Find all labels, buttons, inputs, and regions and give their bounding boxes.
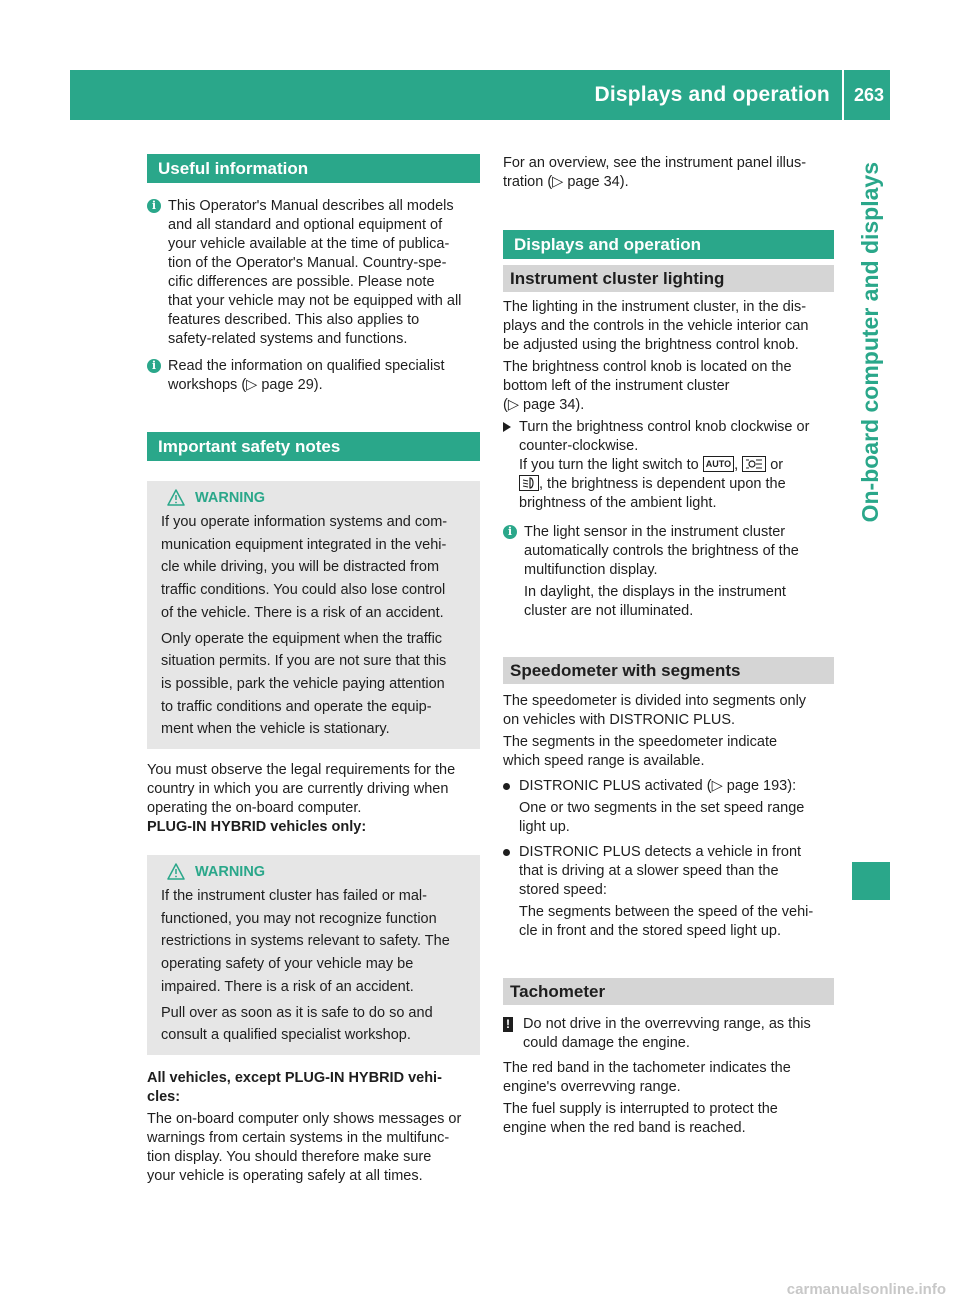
text-line: If the instrument cluster has failed or mal- bbox=[161, 888, 427, 905]
text-fragment: or bbox=[766, 457, 784, 473]
text-line: Turn the brightness control knob clockwise or bbox=[519, 419, 810, 435]
header-title: Displays and operation bbox=[594, 83, 830, 106]
warning-label: WARNING bbox=[195, 863, 266, 880]
text-line: warnings from certain systems in the multifunc- bbox=[147, 1129, 450, 1146]
parking-light-icon bbox=[742, 456, 766, 472]
light-switch-line bbox=[519, 475, 809, 494]
text-line: counter-clockwise. bbox=[519, 438, 639, 454]
text-line: engine's overrevving range. bbox=[503, 1079, 681, 1095]
info-icon: i bbox=[147, 199, 161, 213]
section-heading-important-safety-notes: Important safety notes bbox=[147, 432, 480, 461]
list-item-text bbox=[519, 777, 804, 837]
right-column bbox=[503, 150, 834, 1138]
text-line: which speed range is available. bbox=[503, 753, 705, 769]
list-item-text bbox=[519, 843, 813, 941]
text-line: is possible, park the vehicle paying attention bbox=[161, 675, 445, 692]
text-line: on vehicles with DISTRONIC PLUS. bbox=[503, 712, 736, 728]
text-line: In daylight, the displays in the instrument bbox=[524, 584, 786, 600]
text-line: The brightness control knob is located on the bbox=[503, 359, 792, 375]
section-heading-useful-information: Useful information bbox=[147, 154, 480, 183]
plugin-hybrid-heading: PLUG-IN HYBRID vehicles only: bbox=[147, 819, 367, 836]
text-line: DISTRONIC PLUS detects a vehicle in front bbox=[519, 844, 802, 860]
header-divider bbox=[842, 70, 844, 120]
text-line: The lighting in the instrument cluster, in the dis- bbox=[503, 299, 807, 315]
watermark: carmanualsonline.info bbox=[786, 1281, 946, 1298]
step-arrow-icon bbox=[503, 422, 511, 432]
text-line: could damage the engine. bbox=[523, 1035, 690, 1051]
text-line: situation permits. If you are not sure that this bbox=[161, 653, 447, 670]
text-line: country in which you are currently driving when bbox=[147, 781, 449, 798]
info-icon: i bbox=[147, 359, 161, 373]
text-line: This Operator's Manual describes all models bbox=[168, 198, 454, 214]
info-note-text bbox=[524, 523, 834, 621]
text-line: The light sensor in the instrument cluster bbox=[524, 524, 786, 540]
subsection-heading-tachometer: Tachometer bbox=[503, 978, 834, 1005]
info-note bbox=[503, 523, 834, 621]
text-line: engine when the red band is reached. bbox=[503, 1120, 746, 1136]
text-line: traffic conditions. You could also lose control bbox=[161, 582, 446, 599]
text-line: The on-board computer only shows messages or bbox=[147, 1110, 462, 1127]
text-line: cluster are not illuminated. bbox=[524, 603, 694, 619]
warning-triangle-icon bbox=[167, 863, 185, 880]
text-line: features described. This also applies to bbox=[168, 312, 420, 328]
text-line: The fuel supply is interrupted to protect the bbox=[503, 1101, 778, 1117]
text-line: impaired. There is a risk of an accident. bbox=[161, 978, 414, 995]
warning-heading bbox=[161, 489, 472, 506]
text-line: operating the on-board computer. bbox=[147, 800, 362, 817]
text-line: of the vehicle. There is a risk of an accident. bbox=[161, 604, 444, 621]
auto-light-icon: AUTO bbox=[703, 456, 734, 472]
text-line: Read the information on qualified specialist bbox=[168, 358, 445, 374]
warning-box bbox=[147, 855, 480, 1055]
info-note bbox=[147, 197, 480, 349]
page-header bbox=[560, 70, 890, 120]
text-line: DISTRONIC PLUS activated (▷ page 193): bbox=[519, 778, 797, 794]
info-note-text bbox=[168, 357, 480, 395]
text-line: The segments between the speed of the vehi- bbox=[519, 904, 814, 920]
caution-note-text bbox=[523, 1015, 811, 1053]
text-fragment: , bbox=[734, 457, 743, 473]
warning-triangle-icon bbox=[167, 489, 185, 506]
text-line: cle in front and the stored speed light up. bbox=[519, 923, 781, 939]
info-icon: i bbox=[503, 525, 517, 539]
caution-exclamation-icon: ! bbox=[503, 1017, 513, 1032]
text-line: brightness of the ambient light. bbox=[519, 495, 717, 511]
text-fragment: If you turn the light switch to bbox=[519, 457, 703, 473]
text-line: your vehicle available at the time of publica- bbox=[168, 236, 450, 252]
list-item bbox=[503, 843, 834, 941]
subsection-heading-instrument-cluster-lighting: Instrument cluster lighting bbox=[503, 265, 834, 292]
side-tab bbox=[852, 162, 888, 852]
all-vehicles-heading: cles: bbox=[147, 1088, 181, 1105]
text-line: automatically controls the brightness of the bbox=[524, 543, 799, 559]
warning-heading bbox=[161, 863, 472, 880]
text-line: to traffic conditions and operate the equip- bbox=[161, 698, 432, 715]
text-line: your vehicle is operating safely at all times. bbox=[147, 1167, 423, 1184]
text-line: workshops (▷ page 29). bbox=[168, 377, 323, 393]
bullet-icon bbox=[503, 849, 510, 856]
page-number: 263 bbox=[853, 84, 884, 105]
side-tab-label: On-board computer and displays bbox=[857, 162, 883, 523]
text-line: multifunction display. bbox=[524, 562, 658, 578]
left-column bbox=[147, 150, 480, 1186]
text-line: Only operate the equipment when the traffic bbox=[161, 630, 443, 647]
text-line: cle while driving, you will be distracted from bbox=[161, 559, 440, 576]
bullet-icon bbox=[503, 783, 510, 790]
caution-note bbox=[503, 1015, 834, 1053]
text-line: light up. bbox=[519, 819, 570, 835]
text-line: ment when the vehicle is stationary. bbox=[161, 721, 390, 738]
text-line: stored speed: bbox=[519, 882, 607, 898]
text-line: consult a qualified specialist workshop. bbox=[161, 1027, 411, 1044]
light-switch-line bbox=[519, 456, 809, 475]
info-note-text bbox=[168, 197, 480, 349]
list-item bbox=[503, 777, 834, 837]
instruction-step-text bbox=[519, 418, 809, 513]
text-line: safety-related systems and functions. bbox=[168, 331, 408, 347]
section-heading-displays-and-operation: Displays and operation bbox=[503, 230, 834, 259]
text-line: that your vehicle may not be equipped with all bbox=[168, 293, 462, 309]
text-line: You must observe the legal requirements for the bbox=[147, 762, 456, 779]
text-line: functioned, you may not recognize function bbox=[161, 910, 437, 927]
text-line: plays and the controls in the vehicle interior can bbox=[503, 318, 809, 334]
text-line: (▷ page 34). bbox=[503, 397, 585, 413]
side-tab-marker bbox=[852, 862, 890, 900]
text-line: The speedometer is divided into segments only bbox=[503, 693, 807, 709]
text-line: The red band in the tachometer indicates the bbox=[503, 1060, 791, 1076]
warning-box bbox=[147, 481, 480, 749]
all-vehicles-heading: All vehicles, except PLUG-IN HYBRID vehi- bbox=[147, 1069, 442, 1086]
text-line: Pull over as soon as it is safe to do so and bbox=[161, 1004, 433, 1021]
warning-label: WARNING bbox=[195, 489, 266, 506]
text-line: If you operate information systems and com- bbox=[161, 514, 448, 530]
info-note bbox=[147, 357, 480, 395]
text-line: tion of the Operator's Manual. Country-spe- bbox=[168, 255, 447, 271]
low-beam-icon bbox=[519, 475, 539, 491]
text-line: cific differences are possible. Please note bbox=[168, 274, 435, 290]
text-fragment: , the brightness is dependent upon the bbox=[539, 476, 786, 492]
text-line: One or two segments in the set speed range bbox=[519, 800, 805, 816]
text-line: bottom left of the instrument cluster bbox=[503, 378, 730, 394]
text-line: For an overview, see the instrument panel illus- bbox=[503, 155, 807, 171]
text-line: restrictions in systems relevant to safety. The bbox=[161, 933, 450, 950]
instruction-step bbox=[503, 418, 834, 513]
text-line: tration (▷ page 34). bbox=[503, 174, 629, 190]
text-line: be adjusted using the brightness control knob. bbox=[503, 337, 799, 353]
text-line: The segments in the speedometer indicate bbox=[503, 734, 778, 750]
subsection-heading-speedometer-with-segments: Speedometer with segments bbox=[503, 657, 834, 684]
text-line: operating safety of your vehicle may be bbox=[161, 956, 414, 973]
text-line: and all standard and optional equipment of bbox=[168, 217, 443, 233]
text-line: tion display. You should therefore make sure bbox=[147, 1148, 432, 1165]
text-line: munication equipment integrated in the vehi- bbox=[161, 536, 447, 553]
text-line: that is driving at a slower speed than the bbox=[519, 863, 779, 879]
text-line: Do not drive in the overrevving range, as this bbox=[523, 1016, 811, 1032]
